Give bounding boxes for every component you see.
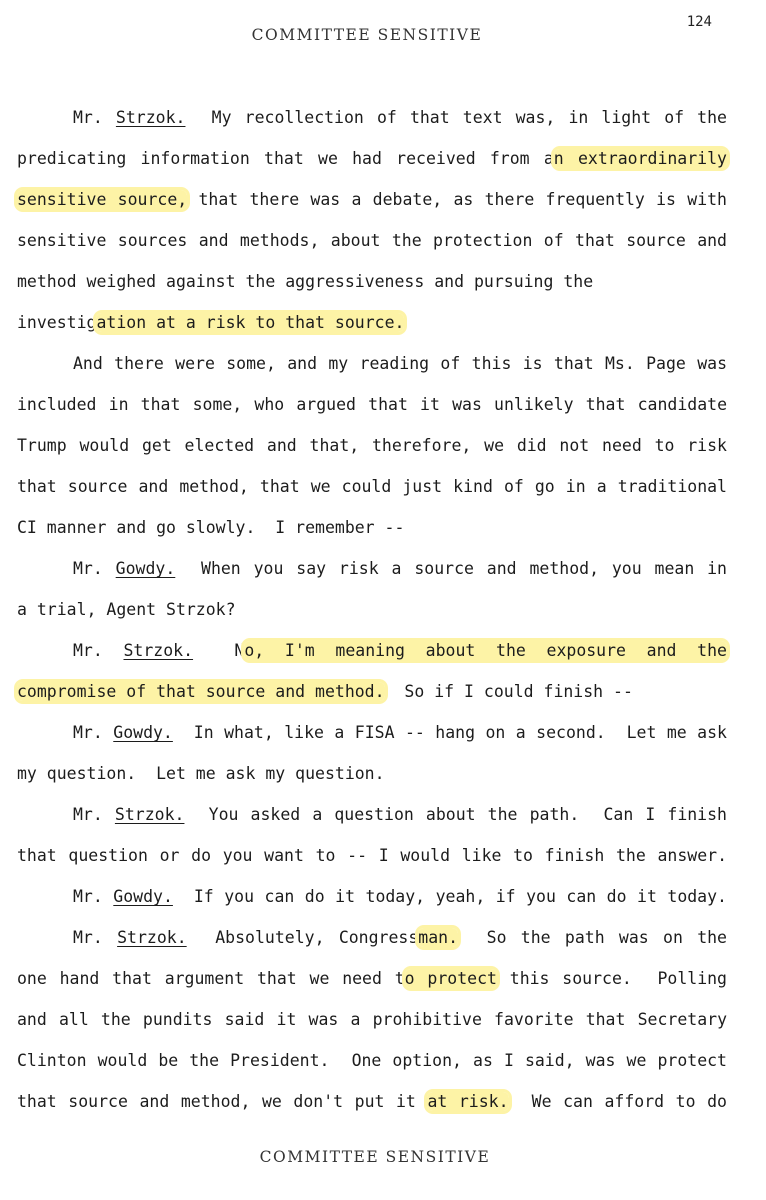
line-text: investig xyxy=(17,313,97,332)
line-text: Mr. xyxy=(73,723,114,742)
line-text: my question. Let me ask my question. xyxy=(17,764,385,783)
transcript-line xyxy=(17,548,727,589)
line-text: one hand that argument that we need t xyxy=(17,969,405,988)
speaker-name: Gowdy. xyxy=(113,887,173,906)
highlighted-text: man. xyxy=(418,928,459,947)
highlighted-text: compromise of that source and method. xyxy=(17,682,385,701)
transcript-line xyxy=(17,1081,727,1122)
transcript-line xyxy=(17,835,727,876)
transcript-line xyxy=(17,589,727,630)
transcript-line xyxy=(17,179,727,220)
highlighted-text: n extraordinarily xyxy=(553,149,727,168)
highlighted-text: ation at a risk to that source. xyxy=(96,313,405,332)
speaker-name: Strzok. xyxy=(123,641,194,660)
line-text: Mr. xyxy=(73,559,116,578)
line-text: Clinton would be the President. One option, as I said, was we protect xyxy=(17,1051,727,1070)
line-text: We can afford to do xyxy=(508,1092,727,1111)
speaker-name: Gowdy. xyxy=(115,559,176,578)
line-text: If you can do it today, yeah, if you can do it today. xyxy=(172,887,727,906)
transcript-line xyxy=(17,712,727,753)
highlighted-text: o, I'm meaning about the exposure and the xyxy=(244,641,727,660)
transcript-line xyxy=(17,671,727,712)
transcript-line xyxy=(17,302,727,343)
line-text: method weighed against the aggressiveness and pursuing the xyxy=(17,272,594,291)
transcript-line xyxy=(17,1040,727,1081)
line-text: this source. Polling xyxy=(496,969,727,988)
line-text: Mr. xyxy=(73,805,115,824)
line-text: a trial, Agent Strzok? xyxy=(17,600,236,619)
line-text: You asked a question about the path. Can I finish xyxy=(184,805,727,824)
line-text: Mr. xyxy=(73,641,124,660)
transcript-line xyxy=(17,261,727,302)
line-text: My recollection of that text was, in light of the xyxy=(185,108,727,127)
line-text: Trump would get elected and that, therefore, we did not need to risk xyxy=(17,436,727,455)
line-text: predicating information that we had received from a xyxy=(17,149,554,168)
transcript-line xyxy=(17,343,727,384)
page-number: 124 xyxy=(686,14,712,30)
line-text: N xyxy=(193,641,245,660)
speaker-name: Strzok. xyxy=(115,108,186,127)
line-text: that source and method, that we could just kind of go in a traditional xyxy=(17,477,727,496)
transcript-line xyxy=(17,630,727,671)
line-text: So if I could finish -- xyxy=(384,682,633,701)
line-text: In what, like a FISA -- hang on a second. Let me ask xyxy=(172,723,727,742)
line-text: and all the pundits said it was a prohibitive favorite that Secretary xyxy=(17,1010,727,1029)
speaker-name: Gowdy. xyxy=(113,723,173,742)
transcript-line xyxy=(17,876,727,917)
transcript-line xyxy=(17,97,727,138)
speaker-name: Strzok. xyxy=(114,805,185,824)
transcript-line xyxy=(17,999,727,1040)
line-text: included in that some, who argued that it was unlikely that candidate xyxy=(17,395,727,414)
transcript-line xyxy=(17,220,727,261)
page-footer: COMMITTEE SENSITIVE xyxy=(259,1148,491,1166)
line-text: that question or do you want to -- I would like to finish the answer. xyxy=(17,846,727,865)
transcript-line xyxy=(17,138,727,179)
line-text: When you say risk a source and method, you mean in xyxy=(175,559,727,578)
highlighted-text: at risk. xyxy=(427,1092,509,1111)
line-text: CI manner and go slowly. I remember -- xyxy=(17,518,405,537)
highlighted-text: sensitive source, xyxy=(17,190,188,209)
line-text: So the path was on the xyxy=(458,928,727,947)
highlighted-text: o protect xyxy=(404,969,497,988)
line-text: that there was a debate, as there frequently is with xyxy=(187,190,727,209)
transcript-line xyxy=(17,466,727,507)
speaker-name: Strzok. xyxy=(117,928,187,947)
transcript-line xyxy=(17,507,727,548)
transcript-line xyxy=(17,753,727,794)
line-text: Mr. xyxy=(73,887,114,906)
transcript-line xyxy=(17,425,727,466)
line-text: And there were some, and my reading of this is that Ms. Page was xyxy=(73,354,727,373)
transcript-body xyxy=(17,97,727,1122)
transcript-line xyxy=(17,794,727,835)
line-text: sensitive sources and methods, about the protection of that source and xyxy=(17,231,727,250)
transcript-line xyxy=(17,917,727,958)
line-text: Mr. xyxy=(73,108,116,127)
transcript-line xyxy=(17,384,727,425)
line-text: that source and method, we don't put it xyxy=(17,1092,428,1111)
page-header: COMMITTEE SENSITIVE xyxy=(251,26,483,44)
line-text: Mr. xyxy=(73,928,118,947)
transcript-line xyxy=(17,958,727,999)
line-text: Absolutely, Congress xyxy=(186,928,419,947)
